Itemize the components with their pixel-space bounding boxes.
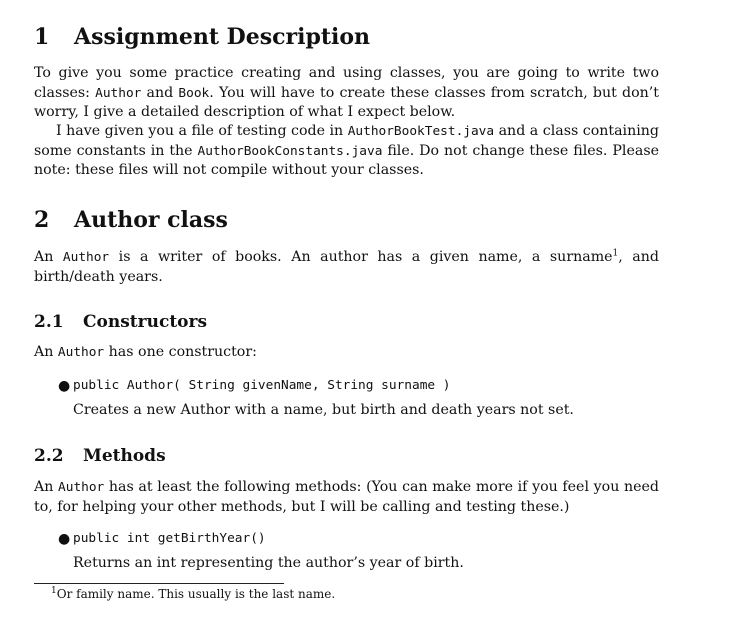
code-author: Author: [57, 345, 105, 360]
section-number: 2: [34, 207, 50, 233]
s1-paragraph-1: To give you some practice creating and using classes, you are going to write two classes: Author and Book. You will have to create these classes from scratch, but don’t worry, I give a detailed description of what I expect below.: [34, 65, 659, 120]
subsection-2-1-heading: [34, 312, 207, 332]
footnote-text: Or family name. This usually is the last name.: [56, 587, 336, 601]
constructor-description: Creates a new Author with a name, but birth and death years not set.: [73, 402, 574, 418]
footnote-marker: 1: [612, 248, 619, 259]
subsection-number: 2.1: [34, 312, 64, 332]
s21-paragraph-1: An Author has one constructor:: [34, 344, 257, 360]
s22-paragraph-1: An Author has at least the following methods: (You can make more if you feel you need to, for helping your other methods, but I will be calling and testing these.): [34, 479, 659, 515]
footnote-mark: 1: [51, 586, 57, 596]
code-author: Author: [58, 480, 105, 495]
section-number: 1: [34, 24, 50, 50]
bullet-icon: ●: [58, 531, 71, 547]
section-1-heading: [34, 24, 370, 50]
section-2-heading: [34, 207, 228, 233]
code-constants-file: AuthorBookConstants.java: [197, 143, 383, 159]
section-title: Assignment Description: [74, 24, 371, 50]
subsection-number: 2.2: [34, 446, 64, 466]
subsection-2-2-heading: [34, 446, 166, 466]
s1-paragraph-2: I have given you a file of testing code in AuthorBookTest.java and a class containing some constants in the AuthorBookConstants.java file. Do not change these files. Please note: these files will not compile without your classes.: [34, 123, 659, 178]
section-title: Author class: [74, 207, 228, 233]
s2-paragraph-1: An Author is a writer of books. An author has a given name, a surname$^1$, and birth/death years.: [34, 248, 659, 285]
footnote-rule: [34, 583, 284, 584]
footnote: [51, 587, 335, 601]
code-author: Author: [95, 85, 142, 101]
method-description: Returns an int representing the author’s year of birth.: [73, 555, 464, 571]
constructor-signature: public Author( String givenName, String surname ): [73, 378, 451, 393]
method-signature: public int getBirthYear(): [73, 531, 266, 546]
code-book: Book: [178, 85, 210, 101]
subsection-title: Methods: [83, 446, 166, 466]
subsection-title: Constructors: [83, 312, 208, 332]
code-test-file: AuthorBookTest.java: [347, 124, 495, 139]
bullet-icon: ●: [58, 378, 71, 394]
code-author: Author: [62, 250, 110, 265]
